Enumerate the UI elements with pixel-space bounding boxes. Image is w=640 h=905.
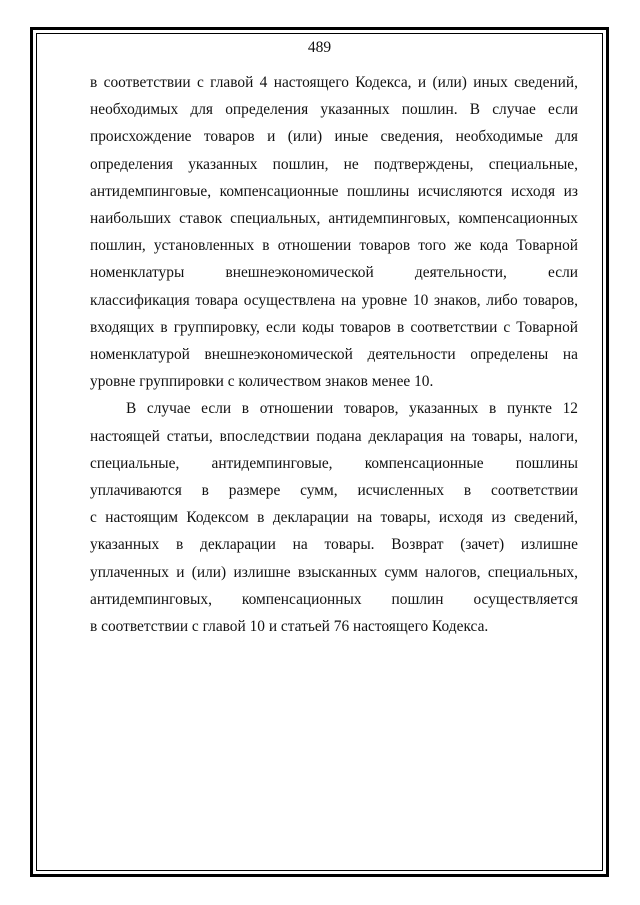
document-body (90, 69, 578, 640)
text-line: входящих в группировку, если коды товаров в соответствии с Товарной (90, 318, 578, 336)
text-line: определения указанных пошлин, не подтверждены, специальные, (90, 155, 578, 173)
text-line: В случае если в отношении товаров, указанных в пункте 12 (126, 400, 578, 418)
paragraph-1 (90, 69, 578, 395)
text-line: специальные, антидемпинговые, компенсационные пошлины (90, 454, 578, 472)
page-number: 489 (307, 39, 332, 56)
text-line: классификация товара осуществлена на уровне 10 знаков, либо товаров, (90, 291, 578, 309)
page-frame (30, 27, 609, 877)
text-line: указанных в декларации на товары. Возврат (зачет) излишне (90, 536, 578, 554)
paragraph-2 (90, 395, 578, 640)
text-line: номенклатуры внешнеэкономической деятельности, если (90, 264, 578, 282)
text-line: настоящей статьи, впоследствии подана декларация на товары, налоги, (90, 427, 578, 445)
text-line: антидемпинговые, компенсационные пошлины исчисляются исходя из (90, 182, 578, 200)
text-line: уплачиваются в размере сумм, исчисленных в соответствии (90, 482, 578, 500)
text-line: антидемпинговых, компенсационных пошлин осуществляется (90, 590, 578, 608)
text-line: происхождение товаров и (или) иные сведения, необходимые для (90, 128, 578, 146)
text-line: уровне группировки с количеством знаков менее 10. (90, 373, 434, 391)
text-line: с настоящим Кодексом в декларации на товары, исходя из сведений, (90, 509, 578, 527)
text-line: пошлин, установленных в отношении товаров того же кода Товарной (90, 237, 578, 255)
text-line: уплаченных и (или) излишне взысканных сумм налогов, специальных, (90, 563, 578, 581)
text-line: наибольших ставок специальных, антидемпинговых, компенсационных (90, 210, 578, 228)
text-line: номенклатурой внешнеэкономической деятельности определены на (90, 346, 578, 364)
text-line: в соответствии с главой 10 и статьей 76 настоящего Кодекса. (90, 618, 489, 636)
text-line: необходимых для определения указанных пошлин. В случае если (90, 101, 578, 119)
text-line: в соответствии с главой 4 настоящего Кодекса, и (или) иных сведений, (90, 74, 578, 91)
